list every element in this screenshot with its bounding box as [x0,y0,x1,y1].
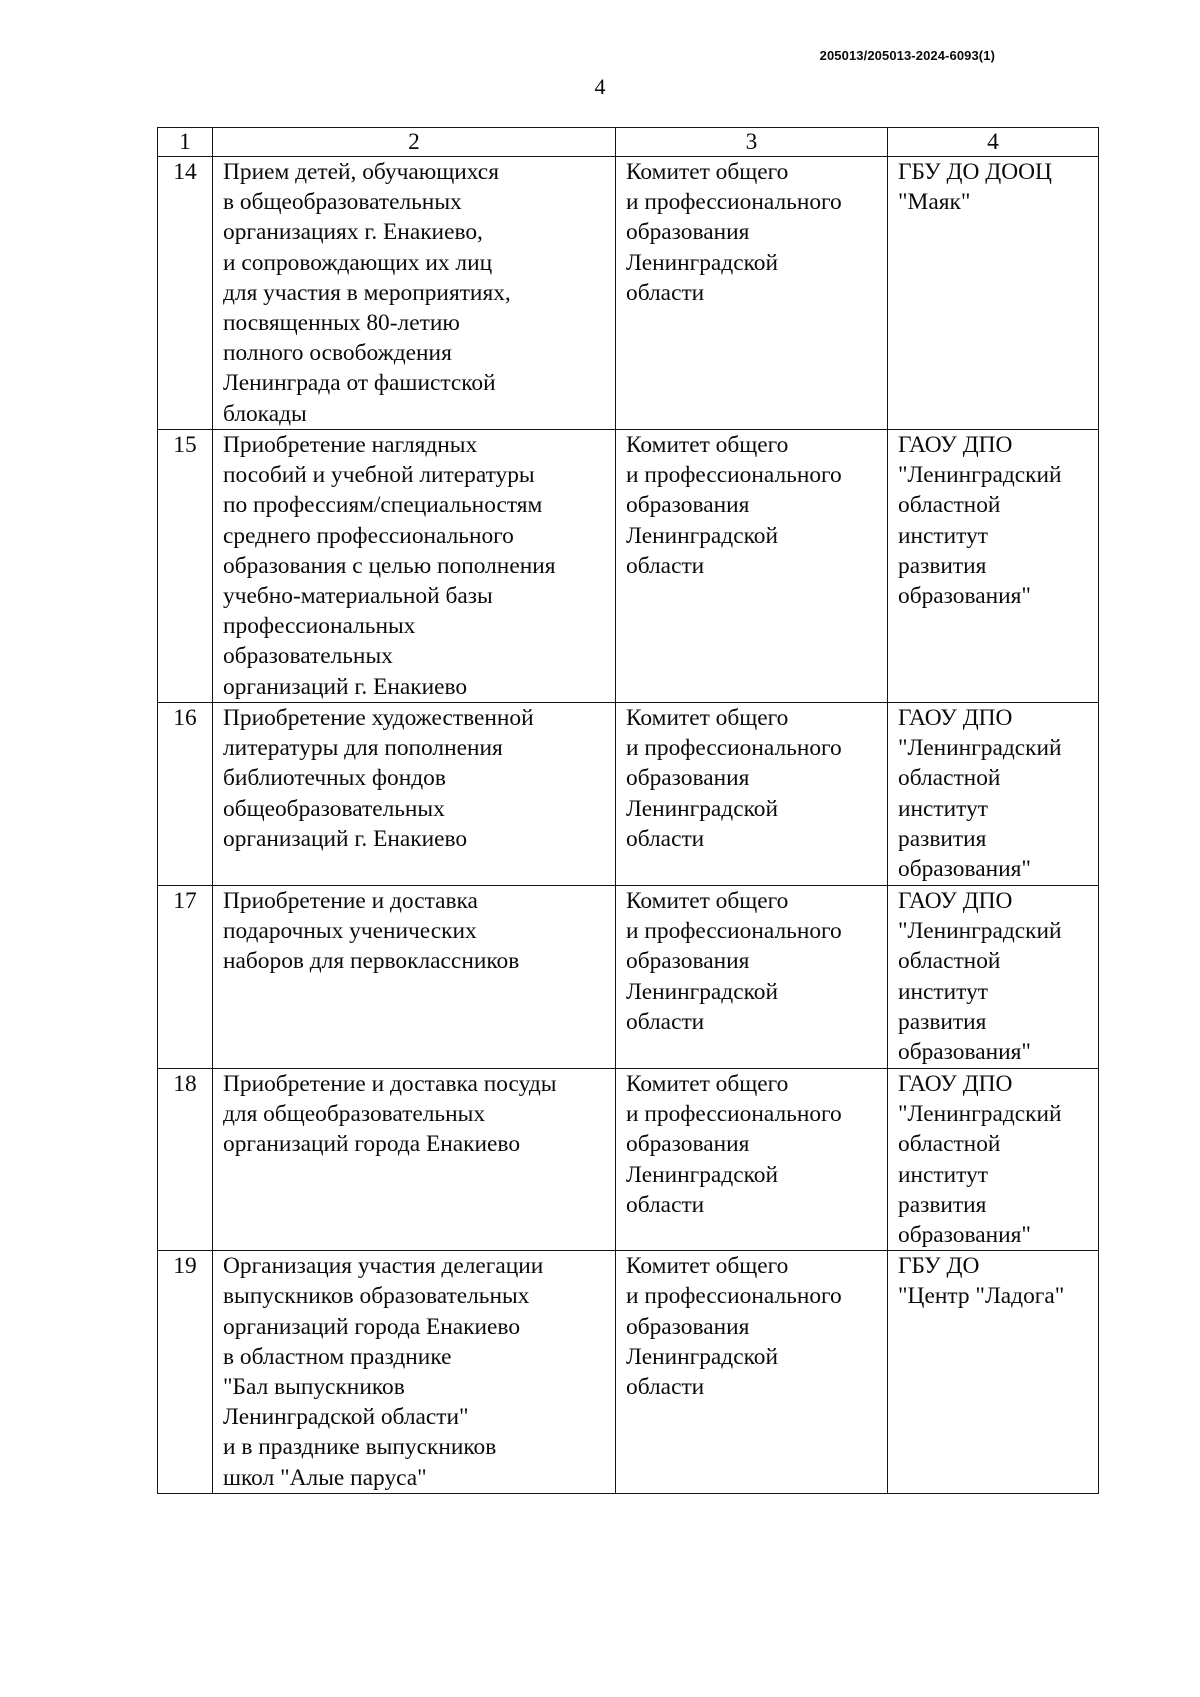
row-number: 14 [158,157,213,430]
column-number-4: 4 [888,128,1099,157]
table-row [158,157,1099,430]
activity-description: Организация участия делегации выпускников образовательных организаций города Енакиево в областном празднике "Бал выпускников Ленинградской области" и в празднике выпускников школ "Алые паруса" [213,1251,616,1494]
page-number: 4 [594,74,606,99]
table-row [158,886,1099,1069]
executor-organization: ГБУ ДО ДООЦ "Маяк" [888,157,1099,430]
document-registration-number: 205013/205013-2024-6093(1) [819,48,995,63]
executor-organization: ГАОУ ДПО "Ленинградский областной институт развития образования" [888,703,1099,886]
responsible-committee: Комитет общего и профессионального образования Ленинградской области [616,886,888,1069]
executor-organization: ГАОУ ДПО "Ленинградский областной институт развития образования" [888,430,1099,703]
activity-description: Приобретение наглядных пособий и учебной литературы по профессиям/специальностям среднего профессионального образования с целью пополнения учебно-материальной базы профессиональных образовательных организаций г. Енакиево [213,430,616,703]
responsible-committee: Комитет общего и профессионального образования Ленинградской области [616,430,888,703]
row-number: 15 [158,430,213,703]
executor-organization: ГАОУ ДПО "Ленинградский областной институт развития образования" [888,886,1099,1069]
table-row [158,430,1099,703]
column-number-2: 2 [213,128,616,157]
column-number-3: 3 [616,128,888,157]
row-number: 19 [158,1251,213,1494]
executor-organization: ГАОУ ДПО "Ленинградский областной институт развития образования" [888,1069,1099,1251]
column-number-1: 1 [158,128,213,157]
row-number: 16 [158,703,213,886]
row-number: 17 [158,886,213,1069]
activities-table [157,127,1099,1494]
responsible-committee: Комитет общего и профессионального образования Ленинградской области [616,1069,888,1251]
table-row [158,703,1099,886]
responsible-committee: Комитет общего и профессионального образования Ленинградской области [616,703,888,886]
activity-description: Прием детей, обучающихся в общеобразовательных организациях г. Енакиево, и сопровождающих их лиц для участия в мероприятиях, посвященных 80-летию полного освобождения Ленинграда от фашистской блокады [213,157,616,430]
column-number-row [158,128,1099,157]
row-number: 18 [158,1069,213,1251]
table-row [158,1251,1099,1494]
table-row [158,1069,1099,1251]
executor-organization: ГБУ ДО "Центр "Ладога" [888,1251,1099,1494]
responsible-committee: Комитет общего и профессионального образования Ленинградской области [616,157,888,430]
activity-description: Приобретение и доставка посуды для общеобразовательных организаций города Енакиево [213,1069,616,1251]
activity-description: Приобретение художественной литературы для пополнения библиотечных фондов общеобразовательных организаций г. Енакиево [213,703,616,886]
activity-description: Приобретение и доставка подарочных ученических наборов для первоклассников [213,886,616,1069]
responsible-committee: Комитет общего и профессионального образования Ленинградской области [616,1251,888,1494]
